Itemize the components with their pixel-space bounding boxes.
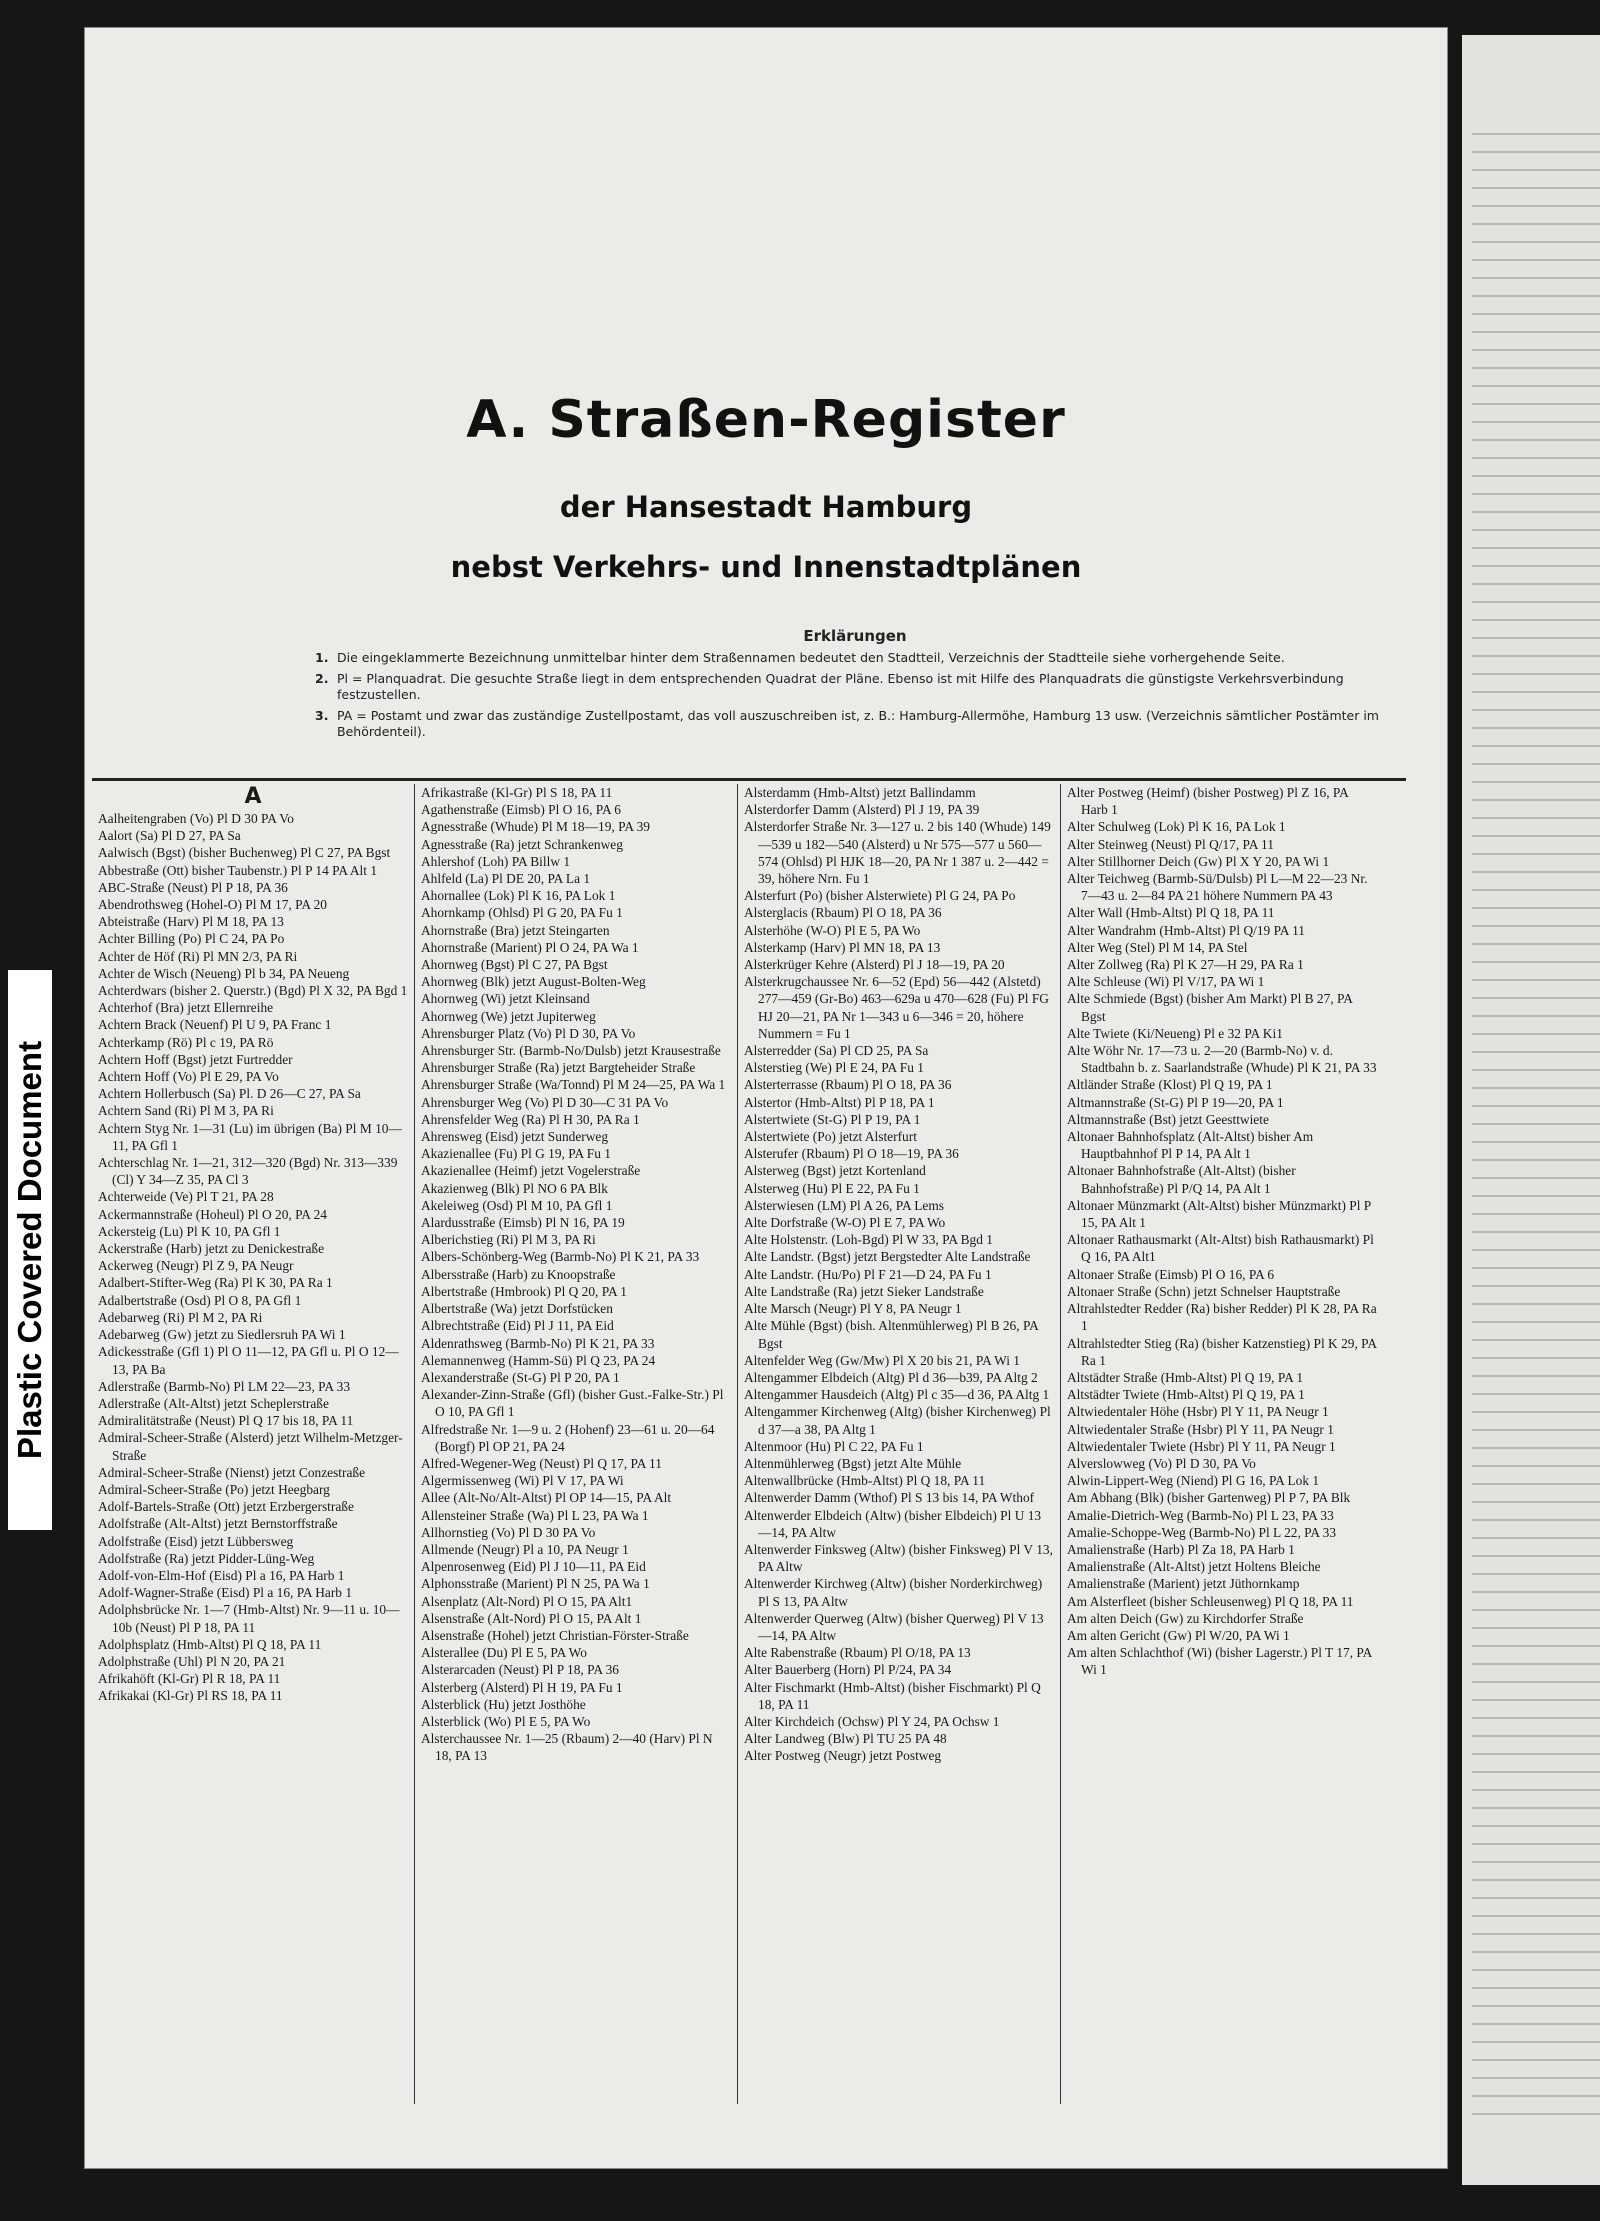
register-entry: Altonaer Rathausmarkt (Alt-Altst) bish Rathausmarkt) Pl Q 16, PA Alt1 bbox=[1067, 1232, 1374, 1265]
register-entry: Alsenplatz (Alt-Nord) Pl O 15, PA Alt1 bbox=[421, 1593, 633, 1609]
register-entry: Alsterkrugchaussee Nr. 6—52 (Epd) 56—442 (Alstetd) 277—459 (Gr-Bo) 463—629a u 470—628 (Fu) Pl FG HJ 20—21, PA Nr 1—343 u 6—346 = 20, höhere Nummern = Fu 1 bbox=[744, 974, 1049, 1041]
register-entry: Achtern Styg Nr. 1—31 (Lu) im übrigen (Ba) Pl M 10—11, PA Gfl 1 bbox=[98, 1120, 402, 1153]
register-entry: Albrechtstraße (Eid) Pl J 11, PA Eid bbox=[421, 1318, 614, 1334]
register-entry: Alsterdorfer Straße Nr. 3—127 u. 2 bis 140 (Whude) 149—539 u 182—540 (Alsterd) u Nr 575—577 u 560—574 (Ohlsd) Pl HJK 18—20, PA Nr 1 387 u. 2—442 = 39, höhere Nrn. Fu 1 bbox=[744, 819, 1051, 887]
register-column-3 bbox=[738, 784, 1061, 2104]
register-entry: Alte Landstr. (Bgst) jetzt Bergstedter Alte Landstraße bbox=[744, 1249, 1031, 1265]
page-subtitle-2: nebst Verkehrs- und Innenstadtplänen bbox=[450, 550, 1082, 584]
register-entry: Altengammer Hausdeich (Altg) Pl c 35—d 36, PA Altg 1 bbox=[744, 1387, 1050, 1403]
register-entry: Achterdwars (bisher 2. Querstr.) (Bgd) Pl X 32, PA Bgd 1 bbox=[98, 983, 408, 999]
register-entry: Ahornallee (Lok) Pl K 16, PA Lok 1 bbox=[421, 888, 616, 904]
register-entry: ABC-Straße (Neust) Pl P 18, PA 36 bbox=[98, 879, 288, 895]
register-entry: Alstertwiete (St-G) Pl P 19, PA 1 bbox=[744, 1111, 921, 1127]
register-entry: Altenwerder Elbdeich (Altw) (bisher Elbdeich) Pl U 13—14, PA Altw bbox=[744, 1507, 1042, 1540]
register-entry: Ahornweg (Blk) jetzt August-Bolten-Weg bbox=[421, 974, 646, 990]
register-column-4 bbox=[1061, 784, 1383, 2104]
register-entry: Ahrensburger Platz (Vo) Pl D 30, PA Vo bbox=[421, 1025, 636, 1041]
register-entry: Alemannenweg (Hamm-Sü) Pl Q 23, PA 24 bbox=[421, 1352, 656, 1368]
register-entry: Ahlfeld (La) Pl DE 20, PA La 1 bbox=[421, 871, 591, 887]
column-entries bbox=[421, 784, 731, 1765]
register-columns bbox=[92, 784, 1406, 2104]
register-entry: Alsterweg (Hu) Pl E 22, PA Fu 1 bbox=[744, 1180, 920, 1196]
section-letter: A bbox=[244, 784, 262, 809]
register-entry: Alexander-Zinn-Straße (Gfl) (bisher Gust.-Falke-Str.) Pl O 10, PA Gfl 1 bbox=[421, 1387, 724, 1420]
register-entry: Altrahlstedter Redder (Ra) bisher Redder) Pl K 28, PA Ra 1 bbox=[1067, 1301, 1377, 1334]
register-entry: Alsterchaussee Nr. 1—25 (Rbaum) 2—40 (Harv) Pl N 18, PA 13 bbox=[421, 1731, 713, 1764]
register-entry: Alpenrosenweg (Eid) Pl J 10—11, PA Eid bbox=[421, 1559, 646, 1575]
register-entry: Akazienweg (Blk) Pl NO 6 PA Blk bbox=[421, 1180, 608, 1196]
explanation-number: 2. bbox=[315, 671, 329, 686]
register-entry: Alter Zollweg (Ra) Pl K 27—H 29, PA Ra 1 bbox=[1067, 957, 1304, 973]
register-entry: Agnesstraße (Ra) jetzt Schrankenweg bbox=[421, 836, 623, 852]
register-entry: Alte Dorfstraße (W-O) Pl E 7, PA Wo bbox=[744, 1215, 946, 1231]
explanation-text: Die eingeklammerte Bezeichnung unmittelbar hinter dem Straßennamen bedeutet den Stadtteil, Verzeichnis der Stadtteile siehe vorhergehende Seite. bbox=[337, 650, 1285, 665]
register-entry: Alsterkamp (Harv) Pl MN 18, PA 13 bbox=[744, 939, 941, 955]
register-entry: Alwin-Lippert-Weg (Niend) Pl G 16, PA Lok 1 bbox=[1067, 1473, 1320, 1489]
register-entry: Alsterblick (Hu) jetzt Josthöhe bbox=[421, 1696, 586, 1712]
register-entry: Altonaer Bahnhofstraße (Alt-Altst) (bisher Bahnhofstraße) Pl P/Q 14, PA Alt 1 bbox=[1067, 1163, 1296, 1196]
register-entry: Altonaer Straße (Eimsb) Pl O 16, PA 6 bbox=[1067, 1266, 1275, 1282]
register-entry: Altenmoor (Hu) Pl C 22, PA Fu 1 bbox=[744, 1438, 924, 1454]
register-entry: Alsterblick (Wo) Pl E 5, PA Wo bbox=[421, 1713, 591, 1729]
register-entry: Alphonsstraße (Marient) Pl N 25, PA Wa 1 bbox=[421, 1576, 650, 1592]
register-entry: Alsterkrüger Kehre (Alsterd) Pl J 18—19, PA 20 bbox=[744, 957, 1005, 973]
adjacent-page-edge bbox=[1462, 35, 1600, 2185]
register-entry: Alter Wall (Hmb-Altst) Pl Q 18, PA 11 bbox=[1067, 905, 1275, 921]
register-entry: Alter Stillhorner Deich (Gw) Pl X Y 20, PA Wi 1 bbox=[1067, 853, 1330, 869]
register-entry: Alte Schleuse (Wi) Pl V/17, PA Wi 1 bbox=[1067, 974, 1265, 990]
register-entry: Am Alsterfleet (bisher Schleusenweg) Pl Q 18, PA 11 bbox=[1067, 1593, 1354, 1609]
register-entry: Alsterglacis (Rbaum) Pl O 18, PA 36 bbox=[744, 905, 942, 921]
register-entry: Achter de Wisch (Neueng) Pl b 34, PA Neueng bbox=[98, 965, 350, 981]
register-entry: Alsterallee (Du) Pl E 5, PA Wo bbox=[421, 1645, 587, 1661]
register-entry: Achterhof (Bra) jetzt Ellernreihe bbox=[98, 1000, 274, 1016]
register-entry: Aalort (Sa) Pl D 27, PA Sa bbox=[98, 828, 241, 844]
register-entry: Alsterterrasse (Rbaum) Pl O 18, PA 36 bbox=[744, 1077, 952, 1093]
register-entry: Achtern Hollerbusch (Sa) Pl. D 26—C 27, PA Sa bbox=[98, 1086, 361, 1102]
column-entries bbox=[744, 784, 1054, 1765]
register-entry: Alte Marsch (Neugr) Pl Y 8, PA Neugr 1 bbox=[744, 1301, 962, 1317]
explanation-item bbox=[315, 671, 1395, 703]
register-entry: Adolf-Bartels-Straße (Ott) jetzt Erzbergerstraße bbox=[98, 1499, 354, 1515]
register-entry: Alverslowweg (Vo) Pl D 30, PA Vo bbox=[1067, 1455, 1256, 1471]
register-entry: Achtern Hoff (Vo) Pl E 29, PA Vo bbox=[98, 1069, 279, 1085]
register-entry: Alfredstraße Nr. 1—9 u. 2 (Hohenf) 23—61 u. 20—64 (Borgf) Pl OP 21, PA 24 bbox=[421, 1421, 715, 1454]
register-entry: Alstertwiete (Po) jetzt Alsterfurt bbox=[744, 1129, 917, 1145]
adjacent-page-text-lines bbox=[1472, 125, 1600, 2125]
register-entry: Agathenstraße (Eimsb) Pl O 16, PA 6 bbox=[421, 802, 621, 818]
register-entry: Alter Teichweg (Barmb-Sü/Dulsb) Pl L—M 22—23 Nr. 7—43 u. 2—84 PA 21 höhere Nummern PA 43 bbox=[1067, 871, 1368, 904]
register-entry: Alte Landstraße (Ra) jetzt Sieker Landstraße bbox=[744, 1283, 984, 1299]
register-entry: Altengammer Elbdeich (Altg) Pl d 36—b39, PA Altg 2 bbox=[744, 1369, 1038, 1385]
register-entry: Admiral-Scheer-Straße (Alsterd) jetzt Wilhelm-Metzger-Straße bbox=[98, 1430, 403, 1463]
register-entry: Ahornweg (Bgst) Pl C 27, PA Bgst bbox=[421, 957, 608, 973]
register-entry: Alte Rabenstraße (Rbaum) Pl O/18, PA 13 bbox=[744, 1645, 971, 1661]
register-entry: Adolfstraße (Ra) jetzt Pidder-Lüng-Weg bbox=[98, 1550, 315, 1566]
register-entry: Adolphsplatz (Hmb-Altst) Pl Q 18, PA 11 bbox=[98, 1636, 322, 1652]
register-entry: Afrikastraße (Kl-Gr) Pl S 18, PA 11 bbox=[421, 785, 613, 800]
register-entry: Adolphstraße (Uhl) Pl N 20, PA 21 bbox=[98, 1653, 286, 1669]
register-entry: Alsterdorfer Damm (Alsterd) Pl J 19, PA 39 bbox=[744, 802, 980, 818]
register-entry: Alte Landstr. (Hu/Po) Pl F 21—D 24, PA Fu 1 bbox=[744, 1266, 992, 1282]
register-entry: Altonaer Münzmarkt (Alt-Altst) bisher Münzmarkt) Pl P 15, PA Alt 1 bbox=[1067, 1197, 1371, 1231]
register-entry: Ahornweg (Wi) jetzt Kleinsand bbox=[421, 991, 590, 1007]
register-entry: Alte Twiete (Ki/Neueng) Pl e 32 PA Ki1 bbox=[1067, 1025, 1283, 1041]
register-entry: Agnesstraße (Whude) Pl M 18—19, PA 39 bbox=[421, 819, 650, 835]
register-entry: Altmannstraße (St-G) Pl P 19—20, PA 1 bbox=[1067, 1094, 1284, 1110]
explanations-heading: Erklärungen bbox=[803, 627, 907, 645]
register-entry: Alexanderstraße (St-G) Pl P 20, PA 1 bbox=[421, 1369, 620, 1385]
explanation-text: Pl = Planquadrat. Die gesuchte Straße liegt in dem entsprechenden Quadrat der Pläne. Ebenso ist mit Hilfe des Planquadrats die günstigste Verkehrsverbindung festzustellen. bbox=[337, 671, 1344, 702]
register-entry: Ackerstraße (Harb) jetzt zu Denickestraße bbox=[98, 1241, 325, 1257]
register-entry: Altenfelder Weg (Gw/Mw) Pl X 20 bis 21, PA Wi 1 bbox=[744, 1352, 1020, 1368]
register-entry: Am alten Schlachthof (Wi) (bisher Lagerstr.) Pl T 17, PA Wi 1 bbox=[1067, 1645, 1372, 1678]
register-entry: Altenwerder Querweg (Altw) (bisher Querweg) Pl V 13—14, PA Altw bbox=[744, 1610, 1044, 1643]
register-column-2 bbox=[415, 784, 738, 2104]
register-entry: Akazienallee (Heimf) jetzt Vogelerstraße bbox=[421, 1163, 641, 1179]
register-entry: Altländer Straße (Klost) Pl Q 19, PA 1 bbox=[1067, 1077, 1273, 1093]
register-entry: Amalie-Dietrich-Weg (Barmb-No) Pl L 23, PA 33 bbox=[1067, 1507, 1334, 1523]
register-entry: Ahrensburger Straße (Ra) jetzt Bargteheider Straße bbox=[421, 1060, 696, 1076]
explanation-text: PA = Postamt und zwar das zuständige Zustellpostamt, das voll auszuschreiben ist, z. B.: Hamburg-Allermöhe, Hamburg 13 usw. (Verzeichnis sämtlicher Postämter im Behördenteil). bbox=[337, 708, 1379, 739]
register-entry: Alsenstraße (Hohel) jetzt Christian-Förster-Straße bbox=[421, 1627, 689, 1643]
register-entry: Alsterstieg (We) Pl E 24, PA Fu 1 bbox=[744, 1060, 924, 1076]
register-entry: Adebarweg (Ri) Pl M 2, PA Ri bbox=[98, 1309, 263, 1325]
register-entry: Altenwallbrücke (Hmb-Altst) Pl Q 18, PA 11 bbox=[744, 1473, 986, 1489]
register-entry: Alsenstraße (Alt-Nord) Pl O 15, PA Alt 1 bbox=[421, 1610, 642, 1626]
register-entry: Allee (Alt-No/Alt-Altst) Pl OP 14—15, PA Alt bbox=[421, 1490, 672, 1506]
page-title: A. Straßen-Register bbox=[466, 390, 1066, 450]
register-entry: Alter Kirchdeich (Ochsw) Pl Y 24, PA Ochsw 1 bbox=[744, 1713, 1000, 1729]
register-entry: Ahornweg (We) jetzt Jupiterweg bbox=[421, 1008, 596, 1024]
register-entry: Adlerstraße (Barmb-No) Pl LM 22—23, PA 33 bbox=[98, 1378, 351, 1394]
register-entry: Achtern Hoff (Bgst) jetzt Furtredder bbox=[98, 1051, 293, 1067]
register-entry: Am Abhang (Blk) (bisher Gartenweg) Pl P 7, PA Blk bbox=[1067, 1490, 1351, 1506]
register-entry: Altrahlstedter Stieg (Ra) (bisher Katzenstieg) Pl K 29, PA Ra 1 bbox=[1067, 1335, 1377, 1368]
register-entry: Alsterredder (Sa) Pl CD 25, PA Sa bbox=[744, 1043, 929, 1059]
register-entry: Alter Postweg (Heimf) (bisher Postweg) Pl Z 16, PA Harb 1 bbox=[1067, 785, 1349, 818]
register-entry: Allhornstieg (Vo) Pl D 30 PA Vo bbox=[421, 1524, 596, 1540]
register-entry: Am alten Deich (Gw) zu Kirchdorfer Straße bbox=[1067, 1610, 1304, 1626]
register-entry: Adlerstraße (Alt-Altst) jetzt Scheplerstraße bbox=[98, 1395, 329, 1411]
register-entry: Alter Wandrahm (Hmb-Altst) Pl Q/19 PA 11 bbox=[1067, 922, 1305, 938]
register-entry: Alsterdamm (Hmb-Altst) jetzt Ballindamm bbox=[744, 785, 976, 800]
register-entry: Admiral-Scheer-Straße (Po) jetzt Heegbarg bbox=[98, 1481, 330, 1497]
register-entry: Altenmühlerweg (Bgst) jetzt Alte Mühle bbox=[744, 1455, 962, 1471]
register-entry: Achtern Sand (Ri) Pl M 3, PA Ri bbox=[98, 1103, 274, 1119]
register-entry: Achtern Brack (Neuenf) Pl U 9, PA Franc 1 bbox=[98, 1017, 332, 1033]
register-entry: Alberichstieg (Ri) Pl M 3, PA Ri bbox=[421, 1232, 596, 1248]
register-entry: Ahrensfelder Weg (Ra) Pl H 30, PA Ra 1 bbox=[421, 1111, 640, 1127]
header-rule bbox=[92, 778, 1406, 781]
register-entry: Aalheitengraben (Vo) Pl D 30 PA Vo bbox=[98, 811, 294, 826]
register-entry: Alter Schulweg (Lok) Pl K 16, PA Lok 1 bbox=[1067, 819, 1286, 835]
register-entry: Alsterarcaden (Neust) Pl P 18, PA 36 bbox=[421, 1662, 619, 1678]
register-entry: Afrikakai (Kl-Gr) Pl RS 18, PA 11 bbox=[98, 1688, 283, 1704]
register-entry: Achterweide (Ve) Pl T 21, PA 28 bbox=[98, 1189, 274, 1205]
register-entry: Altenwerder Damm (Wthof) Pl S 13 bis 14, PA Wthof bbox=[744, 1490, 1035, 1506]
register-entry: Altstädter Twiete (Hmb-Altst) Pl Q 19, PA 1 bbox=[1067, 1387, 1305, 1403]
register-entry: Admiral-Scheer-Straße (Nienst) jetzt Conzestraße bbox=[98, 1464, 366, 1480]
register-entry: Aalwisch (Bgst) (bisher Buchenweg) Pl C 27, PA Bgst bbox=[98, 845, 391, 861]
register-entry: Alter Bauerberg (Horn) Pl P/24, PA 34 bbox=[744, 1662, 952, 1678]
register-entry: Albers-Schönberg-Weg (Barmb-No) Pl K 21, PA 33 bbox=[421, 1249, 700, 1265]
register-entry: Abbestraße (Ott) bisher Taubenstr.) Pl P 14 PA Alt 1 bbox=[98, 862, 378, 878]
register-entry: Alardusstraße (Eimsb) Pl N 16, PA 19 bbox=[421, 1215, 625, 1231]
register-entry: Amalie-Schoppe-Weg (Barmb-No) Pl L 22, PA 33 bbox=[1067, 1524, 1337, 1540]
explanation-item bbox=[315, 708, 1395, 740]
register-entry: Alsterhöhe (W-O) Pl E 5, PA Wo bbox=[744, 922, 921, 938]
register-entry: Altonaer Bahnhofsplatz (Alt-Altst) bisher Am Hauptbahnhof Pl P 14, PA Alt 1 bbox=[1067, 1129, 1314, 1162]
register-entry: Adickesstraße (Gfl 1) Pl O 11—12, PA Gfl u. Pl O 12—13, PA Ba bbox=[98, 1344, 399, 1377]
column-entries bbox=[98, 810, 408, 1705]
explanation-number: 1. bbox=[315, 650, 329, 665]
register-entry: Allensteiner Straße (Wa) Pl L 23, PA Wa 1 bbox=[421, 1507, 649, 1523]
register-entry: Am alten Gericht (Gw) Pl W/20, PA Wi 1 bbox=[1067, 1627, 1290, 1643]
register-entry: Altenwerder Finksweg (Altw) (bisher Finksweg) Pl V 13, PA Altw bbox=[744, 1541, 1053, 1575]
register-entry: Alfred-Wegener-Weg (Neust) Pl Q 17, PA 11 bbox=[421, 1455, 662, 1471]
register-entry: Altwiedentaler Twiete (Hsbr) Pl Y 11, PA Neugr 1 bbox=[1067, 1438, 1336, 1454]
register-entry: Abendrothsweg (Hohel-O) Pl M 17, PA 20 bbox=[98, 897, 327, 913]
register-entry: Adebarweg (Gw) jetzt zu Siedlersruh PA Wi 1 bbox=[98, 1327, 346, 1343]
page-subtitle: der Hansestadt Hamburg bbox=[559, 490, 973, 524]
register-entry: Alter Postweg (Neugr) jetzt Postweg bbox=[744, 1748, 942, 1764]
register-column-1 bbox=[92, 784, 415, 2104]
register-entry: Alter Steinweg (Neust) Pl Q/17, PA 11 bbox=[1067, 836, 1274, 852]
register-entry: Albertstraße (Wa) jetzt Dorfstücken bbox=[421, 1301, 613, 1317]
explanation-number: 3. bbox=[315, 708, 329, 723]
register-entry: Ahrensweg (Eisd) jetzt Sunderweg bbox=[421, 1129, 609, 1145]
register-entry: Alstertor (Hmb-Altst) Pl P 18, PA 1 bbox=[744, 1094, 935, 1110]
register-entry: Achter de Höf (Ri) Pl MN 2/3, PA Ri bbox=[98, 948, 298, 964]
register-entry: Achterkamp (Rö) Pl c 19, PA Rö bbox=[98, 1034, 274, 1050]
register-entry: Admiralitätstraße (Neust) Pl Q 17 bis 18, PA 11 bbox=[98, 1413, 354, 1429]
register-entry: Altenwerder Kirchweg (Altw) (bisher Norderkirchweg) Pl S 13, PA Altw bbox=[744, 1576, 1043, 1609]
explanations bbox=[315, 628, 1395, 745]
register-entry: Alsterwiesen (LM) Pl A 26, PA Lems bbox=[744, 1197, 944, 1213]
register-entry: Ackersteig (Lu) Pl K 10, PA Gfl 1 bbox=[98, 1223, 281, 1239]
register-entry: Altengammer Kirchenweg (Altg) (bisher Kirchenweg) Pl d 37—a 38, PA Altg 1 bbox=[744, 1404, 1051, 1437]
register-entry: Altwiedentaler Straße (Hsbr) Pl Y 11, PA Neugr 1 bbox=[1067, 1421, 1334, 1437]
register-entry: Adolf-Wagner-Straße (Eisd) Pl a 16, PA Harb 1 bbox=[98, 1585, 353, 1601]
register-entry: Akazienallee (Fu) Pl G 19, PA Fu 1 bbox=[421, 1146, 611, 1162]
register-entry: Achterschlag Nr. 1—21, 312—320 (Bgd) Nr. 313—339 (Cl) Y 34—Z 35, PA Cl 3 bbox=[98, 1155, 398, 1188]
register-entry: Albertstraße (Hmbrook) Pl Q 20, PA 1 bbox=[421, 1283, 627, 1299]
register-entry: Alsterberg (Alsterd) Pl H 19, PA Fu 1 bbox=[421, 1679, 623, 1695]
register-entry: Alter Fischmarkt (Hmb-Altst) (bisher Fischmarkt) Pl Q 18, PA 11 bbox=[744, 1679, 1041, 1712]
register-entry: Amalienstraße (Harb) Pl Za 18, PA Harb 1 bbox=[1067, 1541, 1295, 1557]
register-entry: Alte Mühle (Bgst) (bish. Altenmühlerweg) Pl B 26, PA Bgst bbox=[744, 1318, 1039, 1351]
register-entry: Alte Schmiede (Bgst) (bisher Am Markt) Pl B 27, PA Bgst bbox=[1067, 991, 1353, 1024]
register-entry: Alsterufer (Rbaum) Pl O 18—19, PA 36 bbox=[744, 1146, 959, 1162]
register-entry: Alte Wöhr Nr. 17—73 u. 2—20 (Barmb-No) v. d. Stadtbahn b. z. Saarlandstraße (Whude) Pl K 21, PA 33 bbox=[1067, 1043, 1377, 1076]
register-entry: Ahrensburger Str. (Barmb-No/Dulsb) jetzt Krausestraße bbox=[421, 1043, 721, 1059]
register-entry: Ahrensburger Weg (Vo) Pl D 30—C 31 PA Vo bbox=[421, 1094, 669, 1110]
register-entry: Alsterweg (Bgst) jetzt Kortenland bbox=[744, 1163, 926, 1179]
register-entry: Amalienstraße (Alt-Altst) jetzt Holtens Bleiche bbox=[1067, 1559, 1321, 1575]
register-entry: Ahrensburger Straße (Wa/Tonnd) Pl M 24—25, PA Wa 1 bbox=[421, 1077, 726, 1093]
register-entry: Adolfstraße (Eisd) jetzt Lübbersweg bbox=[98, 1533, 294, 1549]
register-entry: Adolf-von-Elm-Hof (Eisd) Pl a 16, PA Harb 1 bbox=[98, 1567, 345, 1583]
register-entry: Ahlershof (Loh) PA Billw 1 bbox=[421, 853, 571, 869]
register-entry: Altstädter Straße (Hmb-Altst) Pl Q 19, PA 1 bbox=[1067, 1369, 1304, 1385]
register-entry: Allmende (Neugr) Pl a 10, PA Neugr 1 bbox=[421, 1541, 629, 1557]
register-entry: Ahornkamp (Ohlsd) Pl G 20, PA Fu 1 bbox=[421, 905, 623, 921]
register-entry: Achter Billing (Po) Pl C 24, PA Po bbox=[98, 931, 285, 947]
register-entry: Ahornstraße (Bra) jetzt Steingarten bbox=[421, 922, 610, 938]
register-entry: Afrikahöft (Kl-Gr) Pl R 18, PA 11 bbox=[98, 1671, 281, 1687]
register-entry: Abteistraße (Harv) Pl M 18, PA 13 bbox=[98, 914, 284, 930]
register-entry: Alte Holstenstr. (Loh-Bgd) Pl W 33, PA Bgd 1 bbox=[744, 1232, 993, 1248]
plastic-covered-label: Plastic Covered Document bbox=[8, 970, 52, 1530]
register-entry: Altwiedentaler Höhe (Hsbr) Pl Y 11, PA Neugr 1 bbox=[1067, 1404, 1329, 1420]
column-entries bbox=[1067, 784, 1377, 1679]
register-entry: Alter Landweg (Blw) Pl TU 25 PA 48 bbox=[744, 1731, 947, 1747]
register-entry: Alter Weg (Stel) Pl M 14, PA Stel bbox=[1067, 939, 1248, 955]
register-entry: Algermissenweg (Wi) Pl V 17, PA Wi bbox=[421, 1473, 624, 1489]
register-entry: Akeleiweg (Osd) Pl M 10, PA Gfl 1 bbox=[421, 1197, 613, 1213]
register-entry: Adalbert-Stifter-Weg (Ra) Pl K 30, PA Ra 1 bbox=[98, 1275, 333, 1291]
register-entry: Adolfstraße (Alt-Altst) jetzt Bernstorffstraße bbox=[98, 1516, 338, 1532]
register-entry: Aldenrathsweg (Barmb-No) Pl K 21, PA 33 bbox=[421, 1335, 655, 1351]
register-entry: Adalbertstraße (Osd) Pl O 8, PA Gfl 1 bbox=[98, 1292, 302, 1308]
register-entry: Amalienstraße (Marient) jetzt Jüthornkamp bbox=[1067, 1576, 1300, 1592]
register-entry: Ahornstraße (Marient) Pl O 24, PA Wa 1 bbox=[421, 939, 639, 955]
register-entry: Adolphsbrücke Nr. 1—7 (Hmb-Altst) Nr. 9—11 u. 10—10b (Neust) Pl P 18, PA 11 bbox=[98, 1602, 400, 1635]
register-entry: Altonaer Straße (Schn) jetzt Schnelser Hauptstraße bbox=[1067, 1283, 1341, 1299]
register-entry: Albersstraße (Harb) zu Knoopstraße bbox=[421, 1266, 616, 1282]
register-entry: Altmannstraße (Bst) jetzt Geesttwiete bbox=[1067, 1111, 1269, 1127]
register-entry: Ackermannstraße (Hoheul) Pl O 20, PA 24 bbox=[98, 1206, 327, 1222]
register-entry: Alsterfurt (Po) (bisher Alsterwiete) Pl G 24, PA Po bbox=[744, 888, 1016, 904]
explanation-item bbox=[315, 650, 1395, 666]
register-entry: Ackerweg (Neugr) Pl Z 9, PA Neugr bbox=[98, 1258, 294, 1274]
